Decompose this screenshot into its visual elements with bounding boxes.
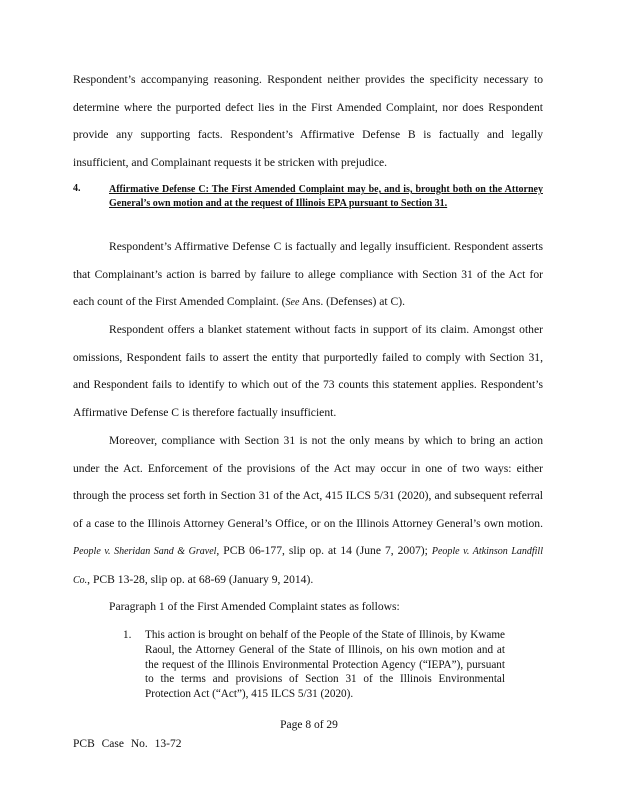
paragraph-quote-intro: [73, 593, 543, 621]
paragraph-text: Moreover, compliance with Section 31 is not the only means by which to bring an action under the Act. Enforcement of the provisions of the Act may occur in one of two ways: either through the process set forth in Section 31 of the Act, 415 ILCS 5/31 (2020), and subsequent referral of a case to the Illinois Attorney General’s Office, or on the Illinois Attorney General’s own motion.: [73, 434, 543, 530]
case-citation: People v. Sheridan Sand & Gravel: [73, 546, 217, 557]
case-citation: People v. Atkinson Landfill Co.: [73, 546, 543, 586]
paragraph-blanket-statement: [73, 316, 543, 426]
paragraph-text: Ans. (Defenses) at C).: [299, 295, 406, 308]
paragraph-defense-c-intro: [73, 233, 543, 317]
block-quote: [123, 628, 505, 702]
paragraph-compliance-means: [73, 427, 543, 594]
paragraph-text: Respondent offers a blanket statement without facts in support of its claim. Amongst other omissions, Respondent fails to assert the entity that purportedly failed to comply with Section 31, and Respondent fails to identify to which out of the 73 counts this statement applies. Respondent’s Affirmative Defense C is therefore factually insufficient.: [73, 323, 543, 419]
paragraph-defense-b-conclusion: [73, 66, 543, 176]
paragraph-text: Paragraph 1 of the First Amended Complaint states as follows:: [109, 600, 400, 613]
quote-text: This action is brought on behalf of the People of the State of Illinois, by Kwame Raoul, the Attorney General of the State of Illinois, on his own motion and at the request of the Illinois Environmental Protection Agency (“IEPA”), pursuant to the terms and provisions of Section 31 of the Illinois Environmental Protection Act (“Act”), 415 ILCS 5/31 (2020).: [145, 629, 505, 701]
section-number: 4.: [73, 183, 81, 194]
citation-signal: See: [285, 297, 300, 308]
case-number: PCB Case No. 13-72: [73, 738, 182, 750]
paragraph-text: Respondent’s Affirmative Defense C is factually and legally insufficient. Respondent asserts that Complainant’s action is barred by failure to allege compliance with Section 31 of the Act for each count of the First Amended Complaint. (: [73, 240, 543, 308]
quote-number: 1.: [123, 629, 132, 641]
paragraph-text: , PCB 06-177, slip op. at 14 (June 7, 2007);: [216, 544, 428, 557]
page-number: Page 8 of 29: [280, 719, 338, 731]
paragraph-text: Respondent’s accompanying reasoning. Respondent neither provides the specificity necessary to determine where the purported defect lies in the First Amended Complaint, nor does Respondent provide any supporting facts. Respondent’s Affirmative Defense B is factually and legally insufficient, and Complainant requests it be stricken with prejudice.: [73, 73, 543, 169]
section-heading-defense-c: Affirmative Defense C: The First Amended Complaint may be, and is, brought both on the Attorney General’s own motion and at the request of Illinois EPA pursuant to Section 31.: [109, 184, 543, 209]
paragraph-text: , PCB 13-28, slip op. at 68-69 (January 9, 2014).: [87, 572, 314, 586]
